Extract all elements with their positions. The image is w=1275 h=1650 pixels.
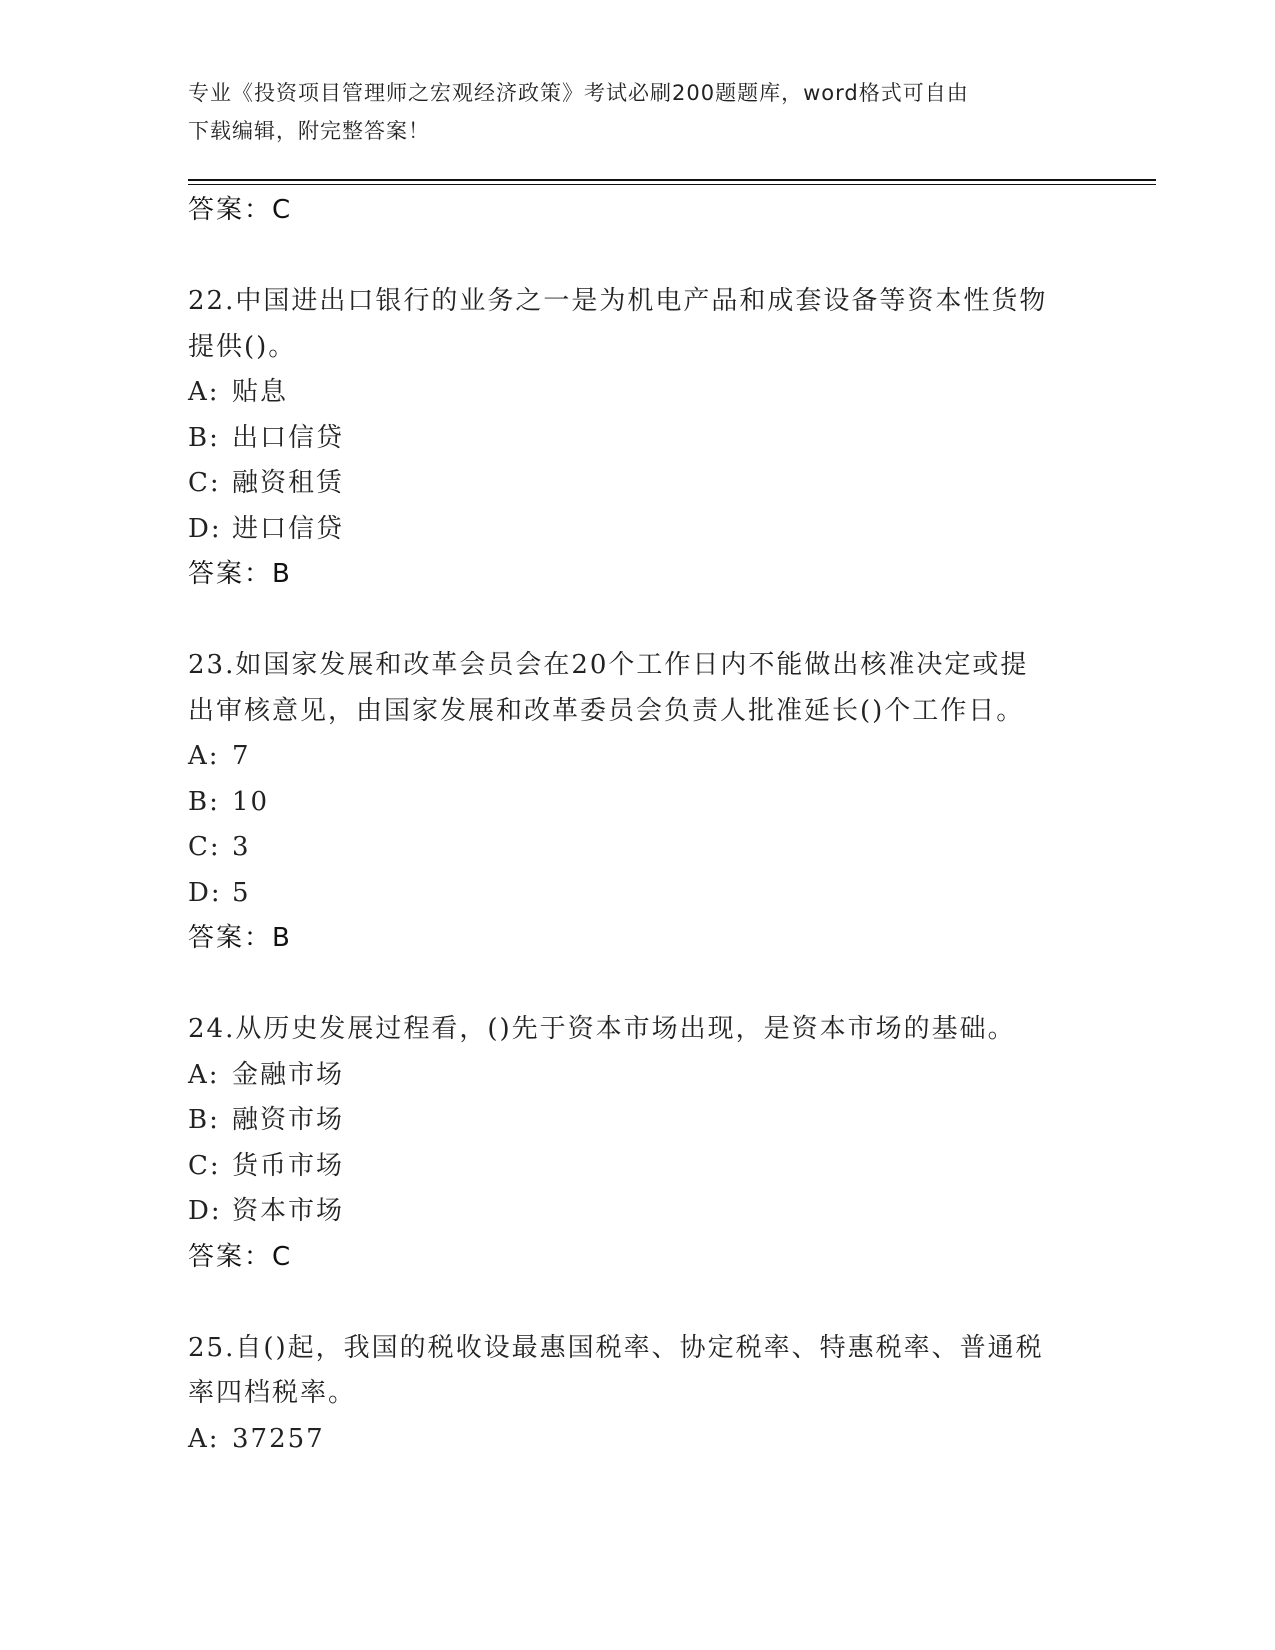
question-23 [188,643,1088,962]
question-23-stem-line-1: 23.如国家发展和改革会员会在20个工作日内不能做出核准决定或提 [188,650,1029,680]
spacer [188,1280,1088,1326]
header-divider-thin [188,184,1156,185]
question-23-option-d: D: 5 [188,877,251,908]
header-divider-thick [188,179,1156,181]
question-content [188,188,1088,1462]
question-25 [188,1326,1088,1463]
answer-22: 答案：B [188,559,292,589]
answer-24: 答案：C [188,1241,293,1272]
question-22-option-a: A: 贴息 [188,377,289,407]
question-23-option-b: B: 10 [188,786,270,817]
question-23-option-c: C: 3 [188,832,251,862]
question-22-stem-line-1: 22.中国进出口银行的业务之一是为机电产品和成套设备等资本性货物 [188,286,1048,316]
header-line-2: 下载编辑，附完整答案！ [188,119,430,143]
question-22 [188,279,1088,598]
question-22-option-d: D: 进口信贷 [188,513,345,544]
question-23-option-a: A: 7 [188,741,251,771]
document-header [188,74,1068,150]
question-22-option-b: B: 出口信贷 [188,422,345,453]
question-24-option-d: D: 资本市场 [188,1196,345,1226]
spacer [188,234,1088,280]
question-22-option-c: C: 融资租赁 [188,468,345,498]
question-24-option-c: C: 货币市场 [188,1150,345,1181]
question-23-stem-line-2: 出审核意见，由国家发展和改革委员会负责人批准延长()个工作日。 [188,695,1025,726]
question-24-option-a: A: 金融市场 [188,1059,345,1090]
answer-23: 答案：B [188,923,292,953]
header-line-1: 专业《投资项目管理师之宏观经济政策》考试必刷200题题库，word格式可自由 [188,81,969,105]
question-24-stem-line-1: 24.从历史发展过程看，()先于资本市场出现，是资本市场的基础。 [188,1014,1016,1044]
spacer [188,962,1088,1008]
question-25-stem-line-2: 率四档税率。 [188,1378,357,1408]
question-24-option-b: B: 融资市场 [188,1105,345,1135]
spacer [188,598,1088,644]
question-22-stem-line-2: 提供()。 [188,331,297,362]
question-24 [188,1007,1088,1280]
answer-21: 答案：C [188,195,293,225]
question-25-option-a: A: 37257 [188,1423,325,1454]
question-25-stem-line-1: 25.自()起，我国的税收设最惠国税率、协定税率、特惠税率、普通税 [188,1332,1044,1363]
